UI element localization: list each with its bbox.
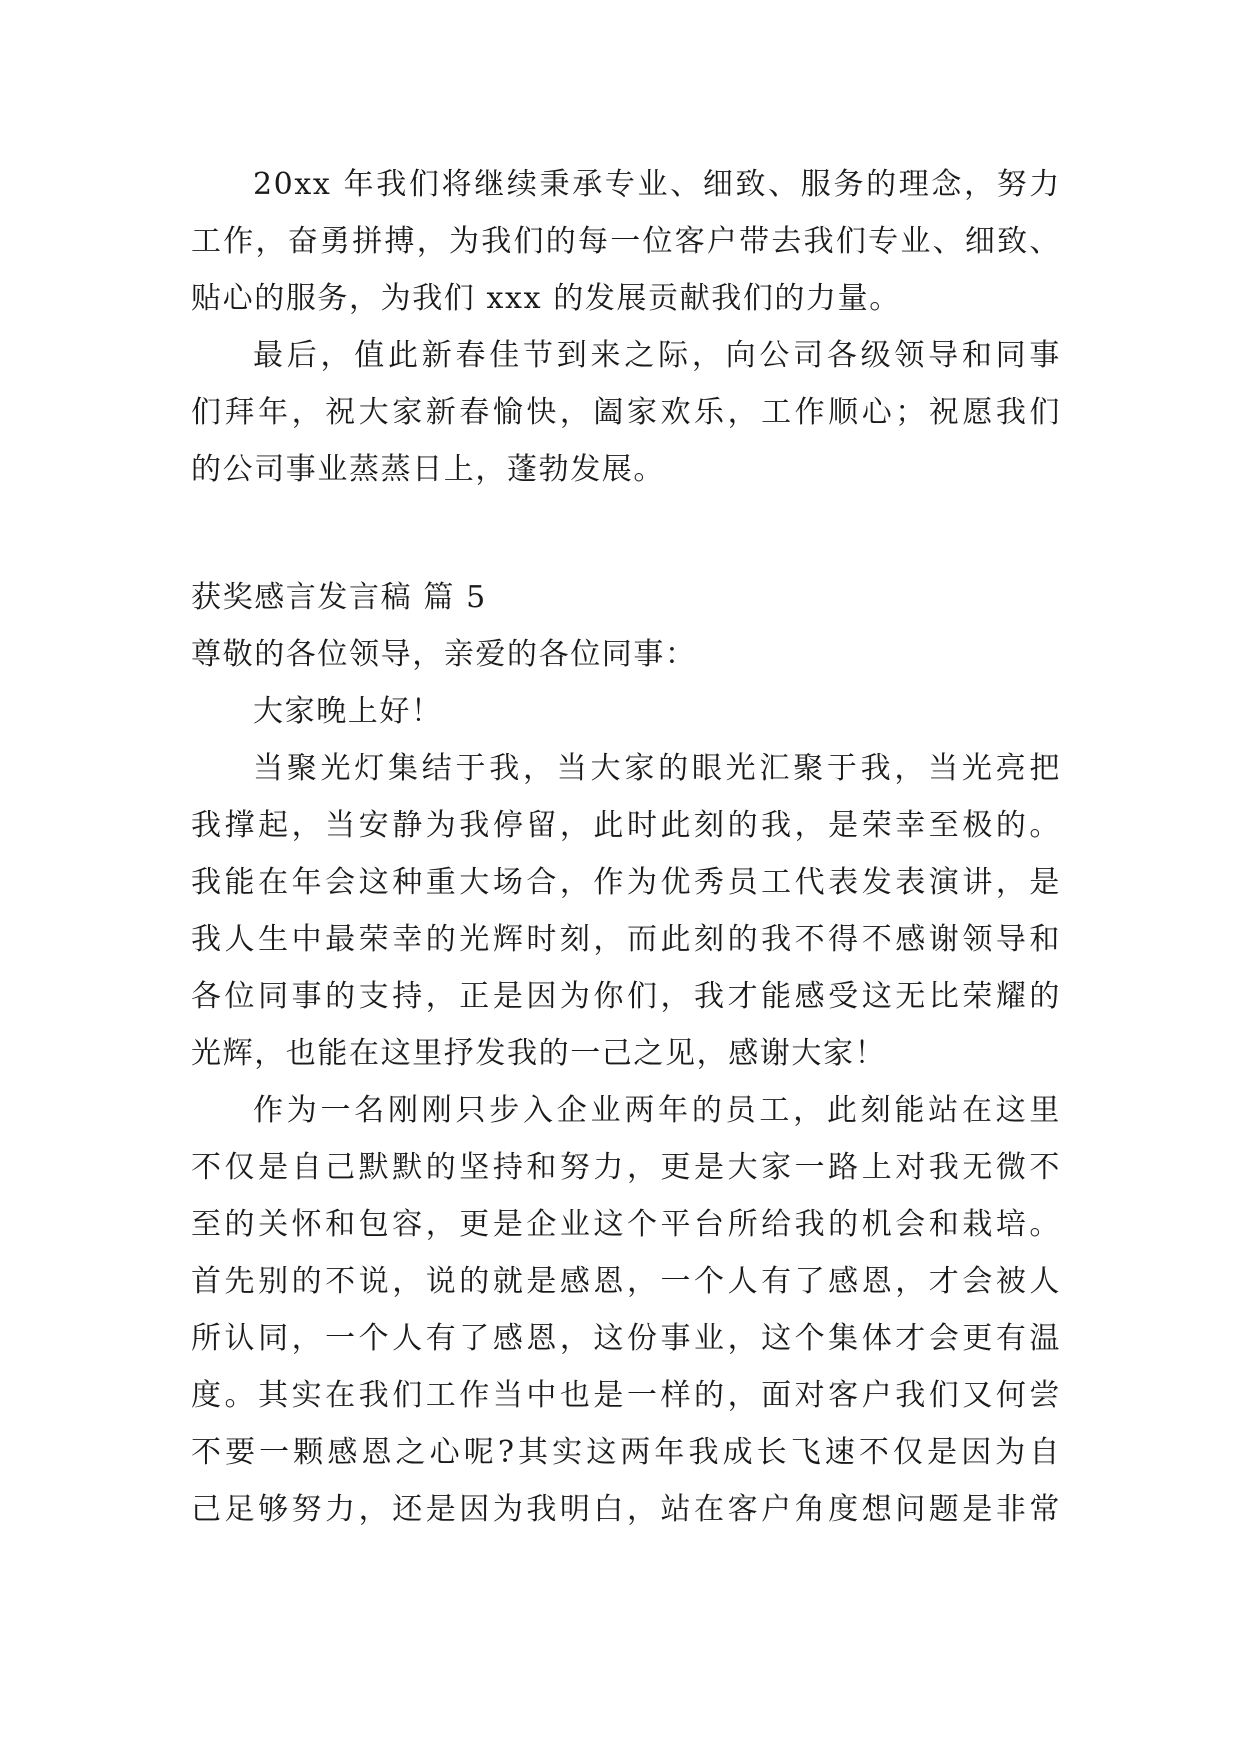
paragraph-line: 们拜年，祝大家新春愉快，阖家欢乐，工作顺心；祝愿我们 xyxy=(191,395,1061,430)
paragraph-line: 当聚光灯集结于我，当大家的眼光汇聚于我，当光亮把 xyxy=(253,751,1061,786)
greeting: 大家晚上好！ xyxy=(253,694,443,729)
paragraph-line: 作为一名刚刚只步入企业两年的员工，此刻能站在这里 xyxy=(253,1093,1061,1128)
paragraph-line: 至的关怀和包容，更是企业这个平台所给我的机会和栽培。 xyxy=(191,1207,1061,1242)
paragraph-line: 各位同事的支持，正是因为你们，我才能感受这无比荣耀的 xyxy=(191,979,1061,1014)
paragraph-line: 20xx 年我们将继续秉承专业、细致、服务的理念，努力 xyxy=(253,167,1061,202)
paragraph-line: 贴心的服务，为我们 xxx 的发展贡献我们的力量。 xyxy=(191,281,901,316)
paragraph-line: 首先别的不说，说的就是感恩，一个人有了感恩，才会被人 xyxy=(191,1264,1061,1299)
section-title: 获奖感言发言稿 篇 5 xyxy=(191,580,487,615)
paragraph-line: 最后，值此新春佳节到来之际，向公司各级领导和同事 xyxy=(253,338,1061,373)
paragraph-line: 我人生中最荣幸的光辉时刻，而此刻的我不得不感谢领导和 xyxy=(191,922,1061,957)
salutation: 尊敬的各位领导，亲爱的各位同事： xyxy=(191,637,697,672)
paragraph-line: 度。其实在我们工作当中也是一样的，面对客户我们又何尝 xyxy=(191,1378,1061,1413)
paragraph-line: 所认同，一个人有了感恩，这份事业，这个集体才会更有温 xyxy=(191,1321,1061,1356)
paragraph-line: 不仅是自己默默的坚持和努力，更是大家一路上对我无微不 xyxy=(191,1150,1061,1185)
paragraph-line: 不要一颗感恩之心呢?其实这两年我成长飞速不仅是因为自 xyxy=(191,1435,1061,1470)
paragraph-line: 光辉，也能在这里抒发我的一己之见，感谢大家！ xyxy=(191,1036,887,1071)
paragraph-line: 的公司事业蒸蒸日上，蓬勃发展。 xyxy=(191,452,665,487)
paragraph-line: 我能在年会这种重大场合，作为优秀员工代表发表演讲，是 xyxy=(191,865,1061,900)
paragraph-line: 工作，奋勇拼搏，为我们的每一位客户带去我们专业、细致、 xyxy=(191,224,1061,259)
paragraph-line: 我撑起，当安静为我停留，此时此刻的我，是荣幸至极的。 xyxy=(191,808,1061,843)
paragraph-line: 己足够努力，还是因为我明白，站在客户角度想问题是非常 xyxy=(191,1492,1061,1527)
